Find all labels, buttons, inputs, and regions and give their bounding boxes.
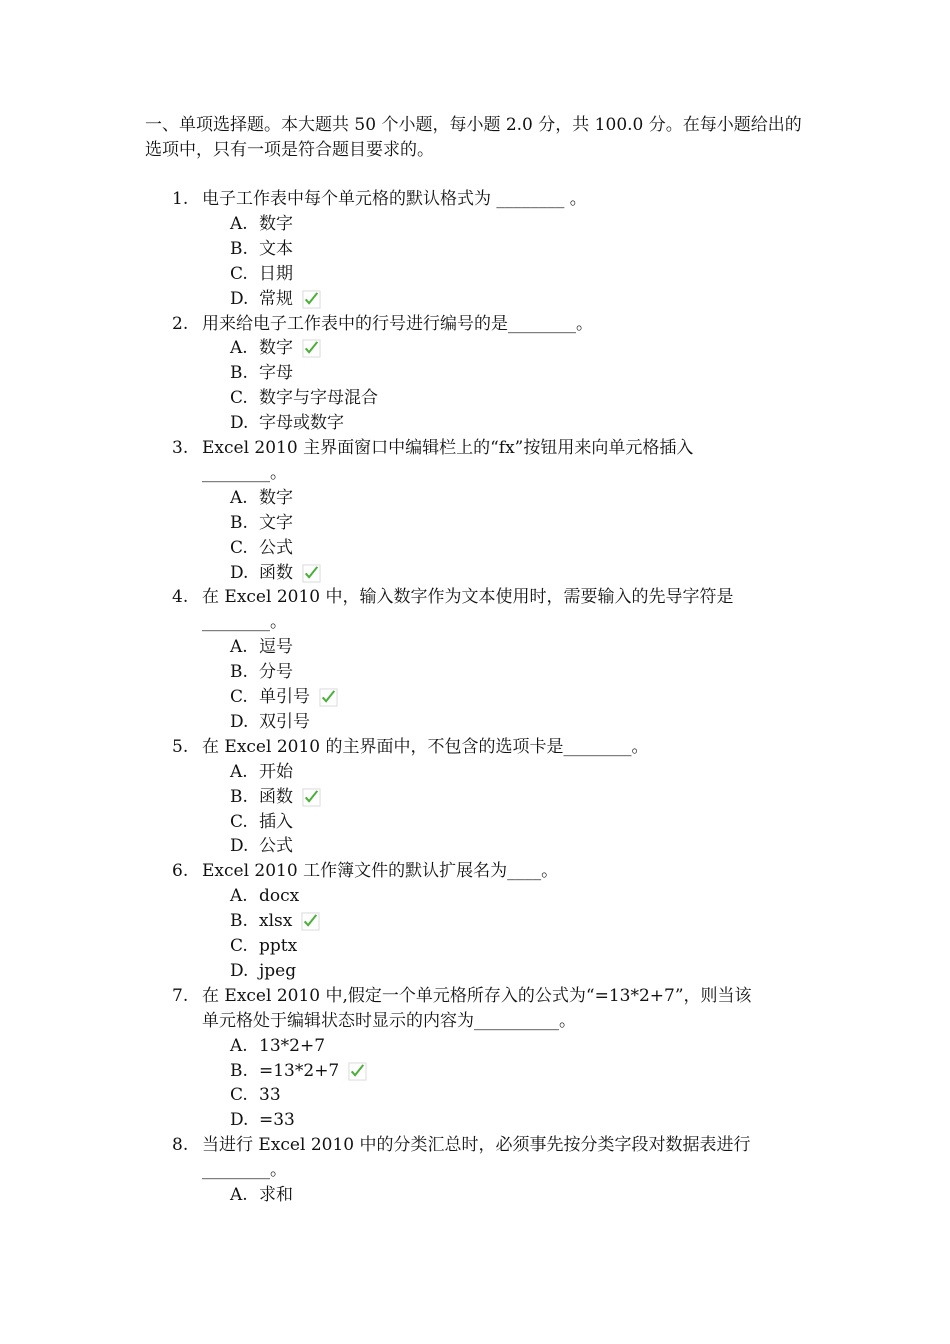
option-letter: D. [230, 413, 249, 434]
option-content [259, 884, 299, 909]
option-letter: D. [230, 1110, 249, 1131]
option-text: 函数 [259, 562, 293, 583]
option-letter: C. [230, 1085, 248, 1106]
question-text: ________。 [202, 612, 287, 633]
option-content [259, 785, 321, 810]
option-letter: B. [230, 238, 248, 259]
question-text: 在 Excel 2010 中，输入数字作为文本使用时，需要输入的先导字符是 [202, 587, 734, 608]
option-letter: C. [230, 687, 248, 707]
question-number: 7. [172, 985, 189, 1006]
option-content [259, 810, 293, 835]
option-letter: C. [230, 263, 248, 284]
option-content [259, 212, 293, 237]
option-content [259, 909, 320, 934]
option-item [0, 810, 950, 835]
option-item [0, 336, 950, 361]
option-content [259, 486, 293, 511]
option-item [0, 1183, 950, 1208]
checkmark-icon [319, 688, 338, 707]
option-content [259, 411, 344, 436]
option-letter: A. [230, 1185, 248, 1205]
option-text: xlsx [259, 911, 293, 932]
question-text: ________。 [202, 462, 287, 483]
option-content [259, 834, 293, 859]
option-text: 分号 [259, 662, 293, 683]
option-text: 单引号 [259, 687, 310, 707]
question-text: 单元格处于编辑状态时显示的内容为__________。 [202, 1010, 576, 1031]
option-text: 字母 [259, 363, 293, 384]
option-text: 文字 [259, 512, 293, 533]
option-item [0, 660, 950, 685]
question-line [0, 735, 950, 760]
option-content [259, 760, 293, 785]
option-letter: B. [230, 911, 248, 932]
option-letter: A. [230, 637, 248, 658]
option-content [259, 1034, 325, 1059]
option-text: 求和 [259, 1185, 293, 1205]
question-line [0, 1133, 950, 1158]
option-letter: D. [230, 836, 249, 857]
question-line [0, 312, 950, 337]
question-line [0, 187, 950, 212]
option-letter: D. [230, 960, 249, 981]
question-line [0, 859, 950, 884]
option-item [0, 1034, 950, 1059]
option-letter: C. [230, 388, 248, 409]
option-text: docx [259, 886, 300, 907]
question-text: Excel 2010 工作簿文件的默认扩展名为____。 [202, 861, 559, 882]
option-letter: B. [230, 786, 248, 807]
option-letter: A. [230, 338, 248, 359]
question-text: Excel 2010 主界面窗口中编辑栏上的“fx”按钮用来向单元格插入 [202, 438, 694, 458]
question-line [0, 984, 950, 1009]
option-text: 函数 [259, 786, 293, 807]
checkmark-icon [348, 1062, 367, 1081]
question-text: 当进行 Excel 2010 中的分类汇总时，必须事先按分类字段对数据表进行 [202, 1135, 751, 1156]
option-content [259, 287, 321, 312]
option-item [0, 635, 950, 660]
option-item [0, 685, 950, 710]
option-text: 字母或数字 [259, 413, 344, 434]
question-number: 2. [172, 313, 189, 334]
checkmark-icon [302, 564, 321, 583]
option-text: 常规 [259, 288, 293, 309]
option-text: pptx [259, 936, 298, 956]
option-text: 数字与字母混合 [259, 388, 378, 409]
option-text: =33 [259, 1110, 295, 1131]
option-text: jpeg [259, 960, 297, 981]
question-number: 1. [172, 189, 189, 209]
option-letter: D. [230, 288, 249, 309]
option-letter: B. [230, 1060, 248, 1081]
option-content [259, 262, 293, 287]
option-item [0, 1059, 950, 1084]
option-content [259, 361, 293, 386]
question-text: ________。 [202, 1160, 287, 1181]
checkmark-icon [302, 339, 321, 358]
option-item [0, 511, 950, 536]
option-item [0, 212, 950, 237]
question-number: 8. [172, 1135, 189, 1156]
question-line [0, 585, 950, 610]
option-content [259, 511, 293, 536]
section-intro: 一、单项选择题。本大题共 50 个小题，每小题 2.0 分，共 100.0 分。在每小题给出的选项中，只有一项是符合题目要求的。 [145, 115, 802, 160]
question-number: 3. [172, 438, 189, 458]
option-text: 数字 [259, 487, 293, 508]
option-item [0, 909, 950, 934]
question-text: 在 Excel 2010 中,假定一个单元格所存入的公式为“=13*2+7”，则当该 [202, 985, 752, 1006]
option-letter: D. [230, 711, 249, 732]
option-letter: A. [230, 487, 248, 508]
option-text: 公式 [259, 537, 293, 558]
option-content [259, 1183, 293, 1208]
question-text: 用来给电子工作表中的行号进行编号的是________。 [202, 313, 593, 334]
option-letter: A. [230, 1035, 248, 1056]
option-item [0, 1108, 950, 1133]
option-item [0, 386, 950, 411]
option-item [0, 710, 950, 735]
option-content [259, 959, 296, 984]
option-content [259, 1059, 367, 1084]
option-item [0, 411, 950, 436]
option-item [0, 834, 950, 859]
checkmark-icon [302, 290, 321, 309]
option-letter: B. [230, 363, 248, 384]
checkmark-icon [302, 788, 321, 807]
option-content [259, 237, 293, 262]
question-number: 5. [172, 736, 189, 757]
option-text: =13*2+7 [259, 1060, 340, 1081]
option-letter: A. [230, 886, 248, 907]
option-content [259, 685, 338, 710]
option-item [0, 536, 950, 561]
option-letter: C. [230, 537, 248, 558]
option-item [0, 760, 950, 785]
question-line [0, 1009, 950, 1034]
option-text: 数字 [259, 213, 293, 234]
option-item [0, 262, 950, 287]
option-letter: A. [230, 213, 248, 234]
option-content [259, 386, 378, 411]
question-text: 电子工作表中每个单元格的默认格式为 ________ 。 [202, 189, 587, 209]
question-number: 4. [172, 587, 189, 608]
option-text: 开始 [259, 761, 293, 782]
question-number: 6. [172, 861, 189, 882]
question-line [0, 1158, 950, 1183]
option-content [259, 561, 321, 586]
question-line [0, 610, 950, 635]
option-text: 插入 [259, 811, 293, 832]
option-item [0, 561, 950, 586]
option-item [0, 237, 950, 262]
option-letter: D. [230, 562, 249, 583]
option-letter: B. [230, 662, 248, 683]
option-item [0, 959, 950, 984]
option-text: 逗号 [259, 637, 293, 658]
option-letter: A. [230, 761, 248, 782]
option-content [259, 536, 293, 561]
option-item [0, 934, 950, 959]
question-line [0, 461, 950, 486]
option-content [259, 1083, 281, 1108]
option-text: 数字 [259, 338, 293, 359]
option-content [259, 336, 321, 361]
option-text: 日期 [259, 263, 293, 284]
option-letter: C. [230, 811, 248, 832]
option-item [0, 785, 950, 810]
checkmark-icon [301, 912, 320, 931]
option-letter: B. [230, 512, 248, 533]
question-text: 在 Excel 2010 的主界面中，不包含的选项卡是________。 [202, 736, 649, 757]
option-content [259, 934, 297, 959]
option-letter: C. [230, 936, 248, 956]
option-item [0, 361, 950, 386]
question-line [0, 436, 950, 461]
option-text: 文本 [259, 238, 293, 259]
option-content [259, 635, 293, 660]
option-content [259, 710, 310, 735]
option-content [259, 660, 293, 685]
option-item [0, 884, 950, 909]
option-text: 13*2+7 [259, 1035, 326, 1056]
option-item [0, 486, 950, 511]
option-text: 33 [259, 1085, 281, 1106]
option-text: 公式 [259, 836, 293, 857]
option-item [0, 287, 950, 312]
option-content [259, 1108, 295, 1133]
option-text: 双引号 [259, 711, 310, 732]
option-item [0, 1083, 950, 1108]
